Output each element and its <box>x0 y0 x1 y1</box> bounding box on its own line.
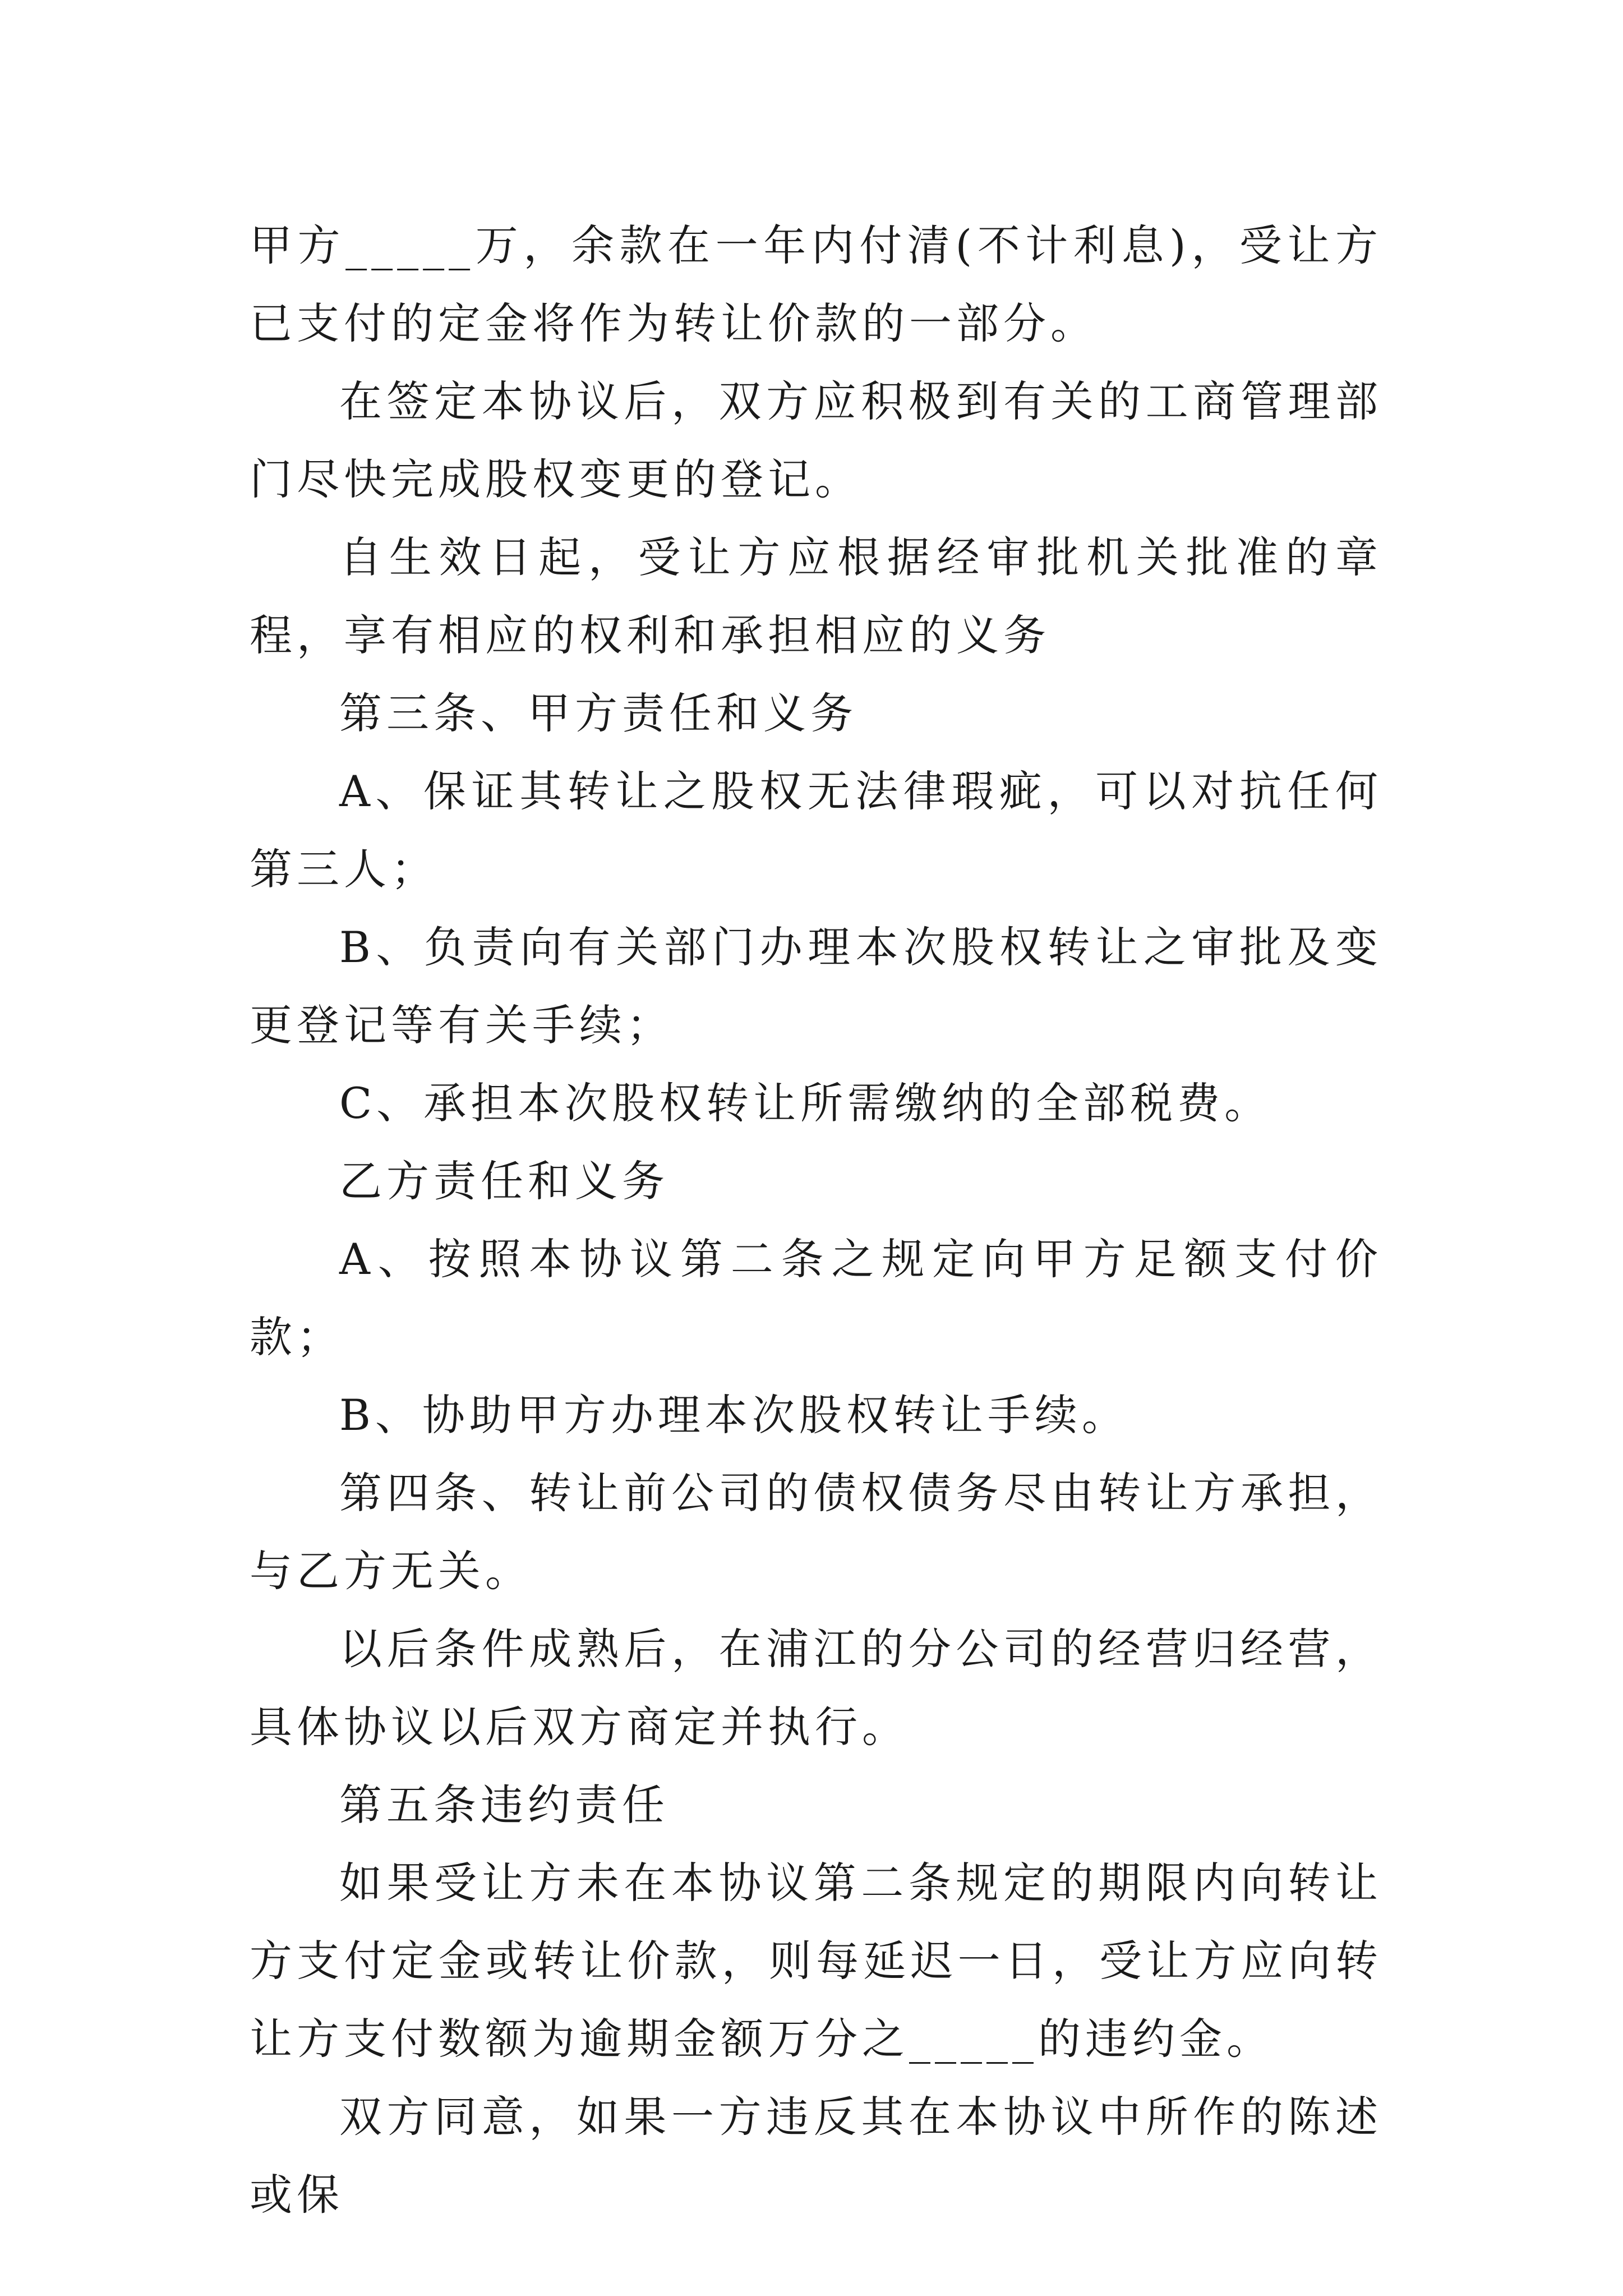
paragraph-payment-terms: 甲方_____万，余款在一年内付清(不计利息)，受让方已支付的定金将作为转让价款的一部分。 <box>250 220 1382 348</box>
paragraph-branch-operations: 以后条件成熟后，在浦江的分公司的经营归经营，具体协议以后双方商定并执行。 <box>250 1624 1382 1752</box>
paragraph-breach-representation: 双方同意，如果一方违反其在本协议中所作的陈述或保 <box>250 2092 1382 2220</box>
paragraph-registration: 在签定本协议后，双方应积极到有关的工商管理部门尽快完成股权变更的登记。 <box>250 376 1382 504</box>
paragraph-article-4: 第四条、转让前公司的债权债务尽由转让方承担，与乙方无关。 <box>250 1468 1382 1596</box>
paragraph-party-b-item-a: A、按照本协议第二条之规定向甲方足额支付价款； <box>250 1234 1382 1362</box>
heading-article-5: 第五条违约责任 <box>339 1780 669 1830</box>
paragraph-party-a-item-b: B、负责向有关部门办理本次股权转让之审批及变更登记等有关手续； <box>250 922 1382 1050</box>
heading-party-b-duties: 乙方责任和义务 <box>339 1156 669 1206</box>
paragraph-late-payment-penalty: 如果受让方未在本协议第二条规定的期限内向转让方支付定金或转让价款，则每延迟一日，受让方应向转让方支付数额为逾期金额万分之_____的违约金。 <box>250 1858 1382 2064</box>
heading-article-3: 第三条、甲方责任和义务 <box>339 688 857 738</box>
paragraph-effective-date: 自生效日起，受让方应根据经审批机关批准的章程，享有相应的权利和承担相应的义务 <box>250 532 1382 660</box>
paragraph-party-a-item-c: C、承担本次股权转让所需缴纳的全部税费。 <box>339 1078 1272 1128</box>
paragraph-party-a-item-a: A、保证其转让之股权无法律瑕疵，可以对抗任何第三人； <box>250 766 1382 894</box>
paragraph-party-b-item-b: B、协助甲方办理本次股权转让手续。 <box>339 1390 1129 1440</box>
document-body <box>250 206 1382 2234</box>
